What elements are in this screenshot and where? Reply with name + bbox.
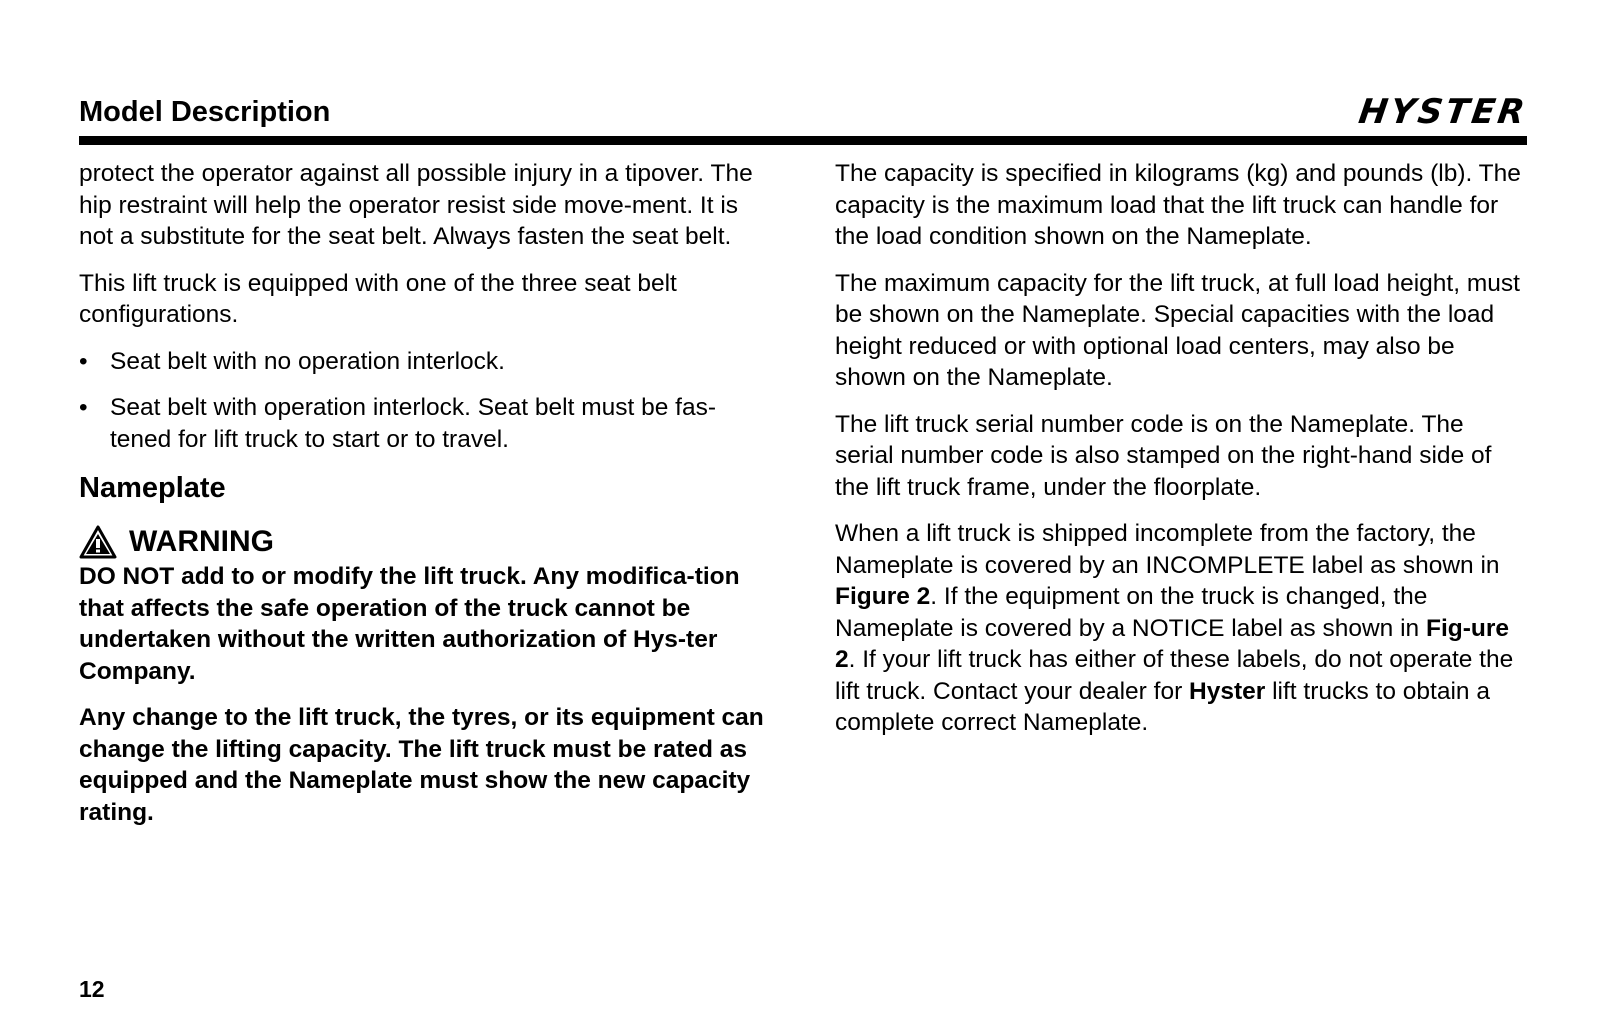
bullet-icon: • (79, 394, 88, 421)
text-run: When a lift truck is shipped incomplete from the factory, the Nameplate is covered by an INCOMPLETE label as shown in (835, 520, 1500, 579)
text-run: lift trucks to obtain a complete correct Nameplate. (835, 677, 1490, 736)
list-item (79, 392, 769, 455)
left-column (79, 158, 769, 843)
paragraph: The maximum capacity for the lift truck, at full load height, must be shown on the Nameplate. Special capacities with the load height reduced or with optional load centers, may also be shown on the Nameplate. (835, 269, 1520, 391)
warning-heading (79, 525, 769, 559)
warning-triangle-icon (79, 525, 117, 559)
nameplate-heading: Nameplate (79, 472, 226, 504)
header-rule (79, 136, 1527, 145)
seat-belt-list (79, 346, 769, 456)
figure-reference: Fig-ure 2 (835, 614, 1510, 673)
paragraph: protect the operator against all possible injury in a tipover. The hip restraint will help the operator resist side move-ment. It is not a substitute for the seat belt. Always fasten the seat belt. (79, 160, 753, 250)
text-run: . If the equipment on the truck is changed, the Nameplate is covered by a NOTICE label as shown in (835, 583, 1428, 642)
paragraph (835, 518, 1527, 739)
bullet-icon: • (79, 347, 88, 375)
page-number: 12 (79, 976, 105, 1002)
figure-reference: Figure 2 (835, 583, 931, 610)
list-item-text: Seat belt with no operation interlock. (110, 347, 505, 375)
list-item (79, 346, 769, 378)
brand-reference: Hyster (1189, 677, 1266, 705)
warning-text: DO NOT add to or modify the lift truck. Any modifica-tion that affects the safe operation of the truck cannot be undertaken without the written authorization of Hys-ter Company. (79, 563, 740, 685)
paragraph: The lift truck serial number code is on the Nameplate. The serial number code is also stamped on the right-hand side of the lift truck frame, under the floorplate. (835, 410, 1492, 501)
text-run: . If your lift truck has either of these labels, do not operate the lift truck. Contact your dealer for (835, 646, 1514, 705)
page-header (79, 92, 1530, 136)
warning-text: Any change to the lift truck, the tyres, or its equipment can change the lifting capacity. The lift truck must be rated as equipped and the Nameplate must show the new capacity rating. (79, 704, 764, 826)
paragraph: The capacity is specified in kilograms (kg) and pounds (lb). The capacity is the maximum load that the lift truck can handle for the load condition shown on the Nameplate. (835, 160, 1521, 250)
section-title: Model Description (79, 96, 331, 128)
warning-title: WARNING (129, 525, 274, 558)
right-column (835, 158, 1527, 754)
brand-logo: HYSTER (1356, 92, 1530, 132)
paragraph: This lift truck is equipped with one of the three seat belt configurations. (79, 269, 677, 328)
list-item-text: Seat belt with operation interlock. Seat belt must be fas-tened for lift truck to start or to travel. (110, 394, 717, 453)
